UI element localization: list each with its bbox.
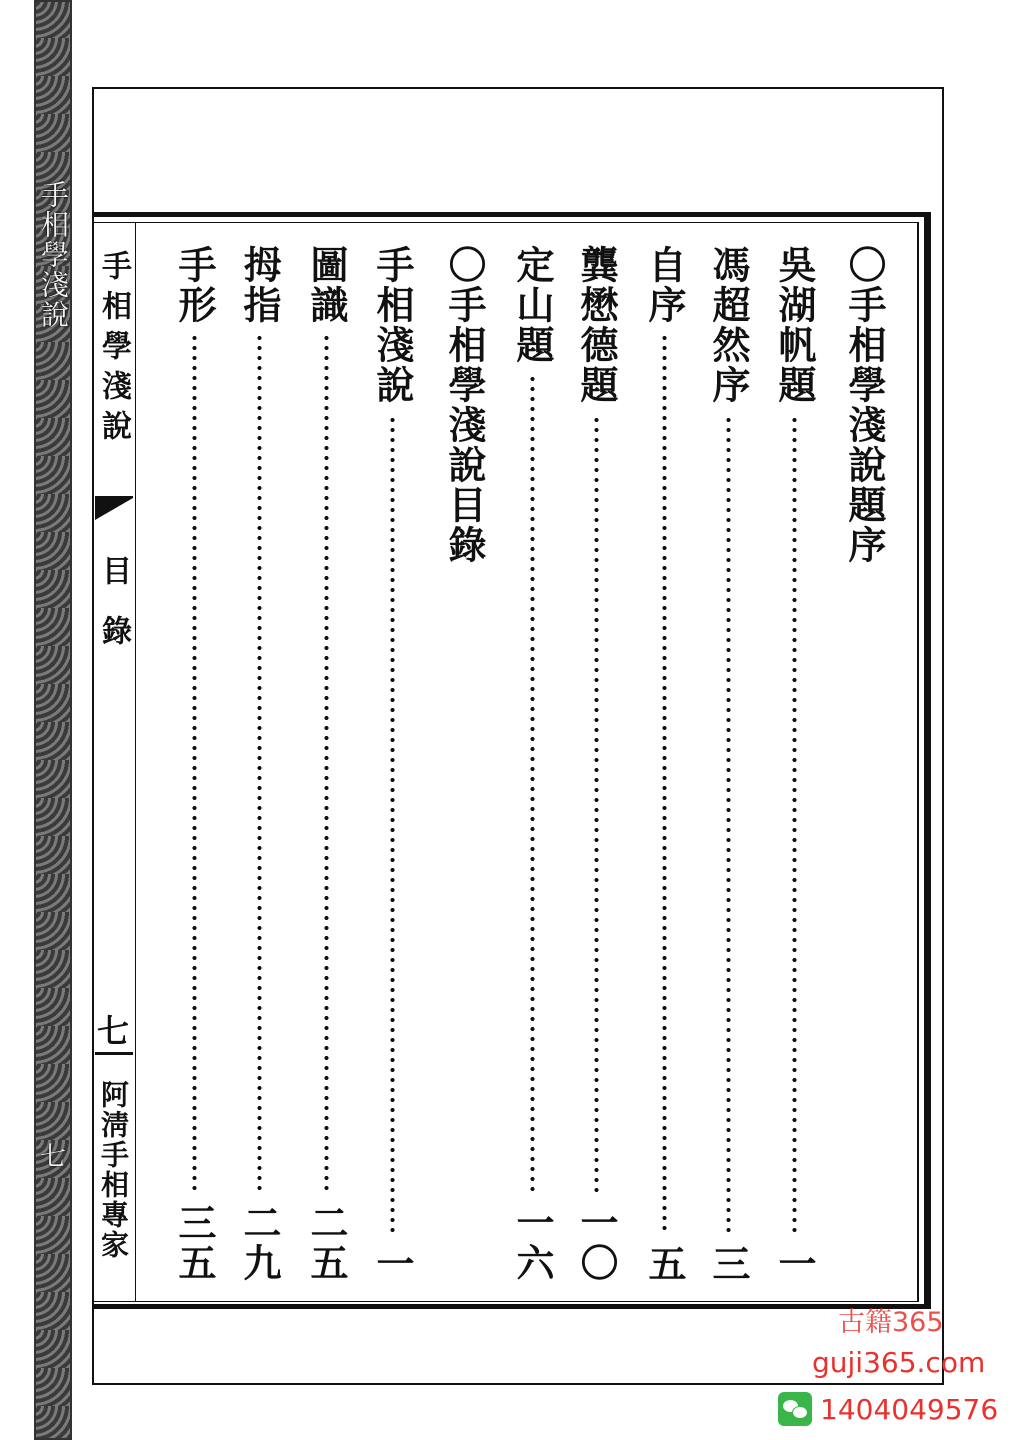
toc-entry-title: 龔懋德題: [574, 245, 619, 405]
toc-page-number: 一六: [510, 1203, 555, 1283]
watermark-contact: [778, 1392, 998, 1426]
toc-entry-title: 自序: [642, 245, 687, 325]
strip-page-number: 七: [39, 1142, 66, 1172]
toc-item: [506, 245, 558, 1285]
toc-leader-dots: [594, 415, 599, 1195]
toc-leader-dots: [257, 333, 262, 1195]
watermark-url: guji365.com: [812, 1346, 986, 1379]
toc-item: [702, 245, 754, 1285]
toc-item: [366, 245, 418, 1285]
toc-page-number: 二五: [304, 1203, 349, 1283]
toc-leader-dots: [530, 374, 535, 1195]
toc-entry-title: 吳湖帆題: [772, 245, 817, 405]
toc-leader-dots: [390, 415, 395, 1236]
toc-entry-title: 手形: [172, 245, 217, 325]
toc-page-number: 五: [642, 1244, 687, 1284]
strip-book-title: 手相學淺說: [37, 180, 70, 330]
toc-page-number: 一〇: [574, 1203, 619, 1283]
toc-item: [638, 245, 690, 1285]
toc-item: [570, 245, 622, 1285]
toc-item: [838, 245, 890, 1285]
banxin-page-number: 七: [96, 1012, 129, 1050]
toc-entry-title: 拇指: [237, 245, 282, 325]
toc-page-number: 三: [706, 1244, 751, 1284]
toc-leader-dots: [662, 333, 667, 1236]
toc-item: [300, 245, 352, 1285]
watermark-site-name: 古籍365: [838, 1307, 944, 1338]
toc-entry-title: 〇手相學淺說題序: [842, 245, 887, 565]
banxin-page-rule: [95, 1052, 133, 1055]
toc-page-number: 二九: [237, 1203, 282, 1283]
toc-item: [233, 245, 285, 1285]
toc-leader-dots: [792, 415, 797, 1236]
banxin-section: 目錄: [96, 555, 131, 675]
toc-entry-title: 定山題: [510, 245, 555, 365]
banxin-publisher: 阿淸手相專家: [97, 1080, 130, 1260]
wechat-icon: [778, 1392, 812, 1426]
toc-page-number: 一: [370, 1244, 415, 1284]
banxin-rule: [135, 222, 136, 1302]
toc-leader-dots: [726, 415, 731, 1236]
toc-item: [168, 245, 220, 1285]
toc-item: [768, 245, 820, 1285]
toc-page-number: 一: [772, 1244, 817, 1284]
toc-entry-title: 馮超然序: [706, 245, 751, 405]
toc-entry-title: 圖識: [304, 245, 349, 325]
banxin-title: 手相學淺說: [96, 250, 131, 450]
fishtail-mark: [95, 498, 133, 520]
toc-entry-title: 〇手相學淺說目錄: [442, 245, 487, 565]
toc-page-number: 三五: [172, 1203, 217, 1283]
toc-leader-dots: [192, 333, 197, 1195]
watermark-phone: 1404049576: [820, 1392, 999, 1426]
toc-leader-dots: [324, 333, 329, 1195]
toc-item: [438, 245, 490, 1285]
toc-entry-title: 手相淺說: [370, 245, 415, 405]
